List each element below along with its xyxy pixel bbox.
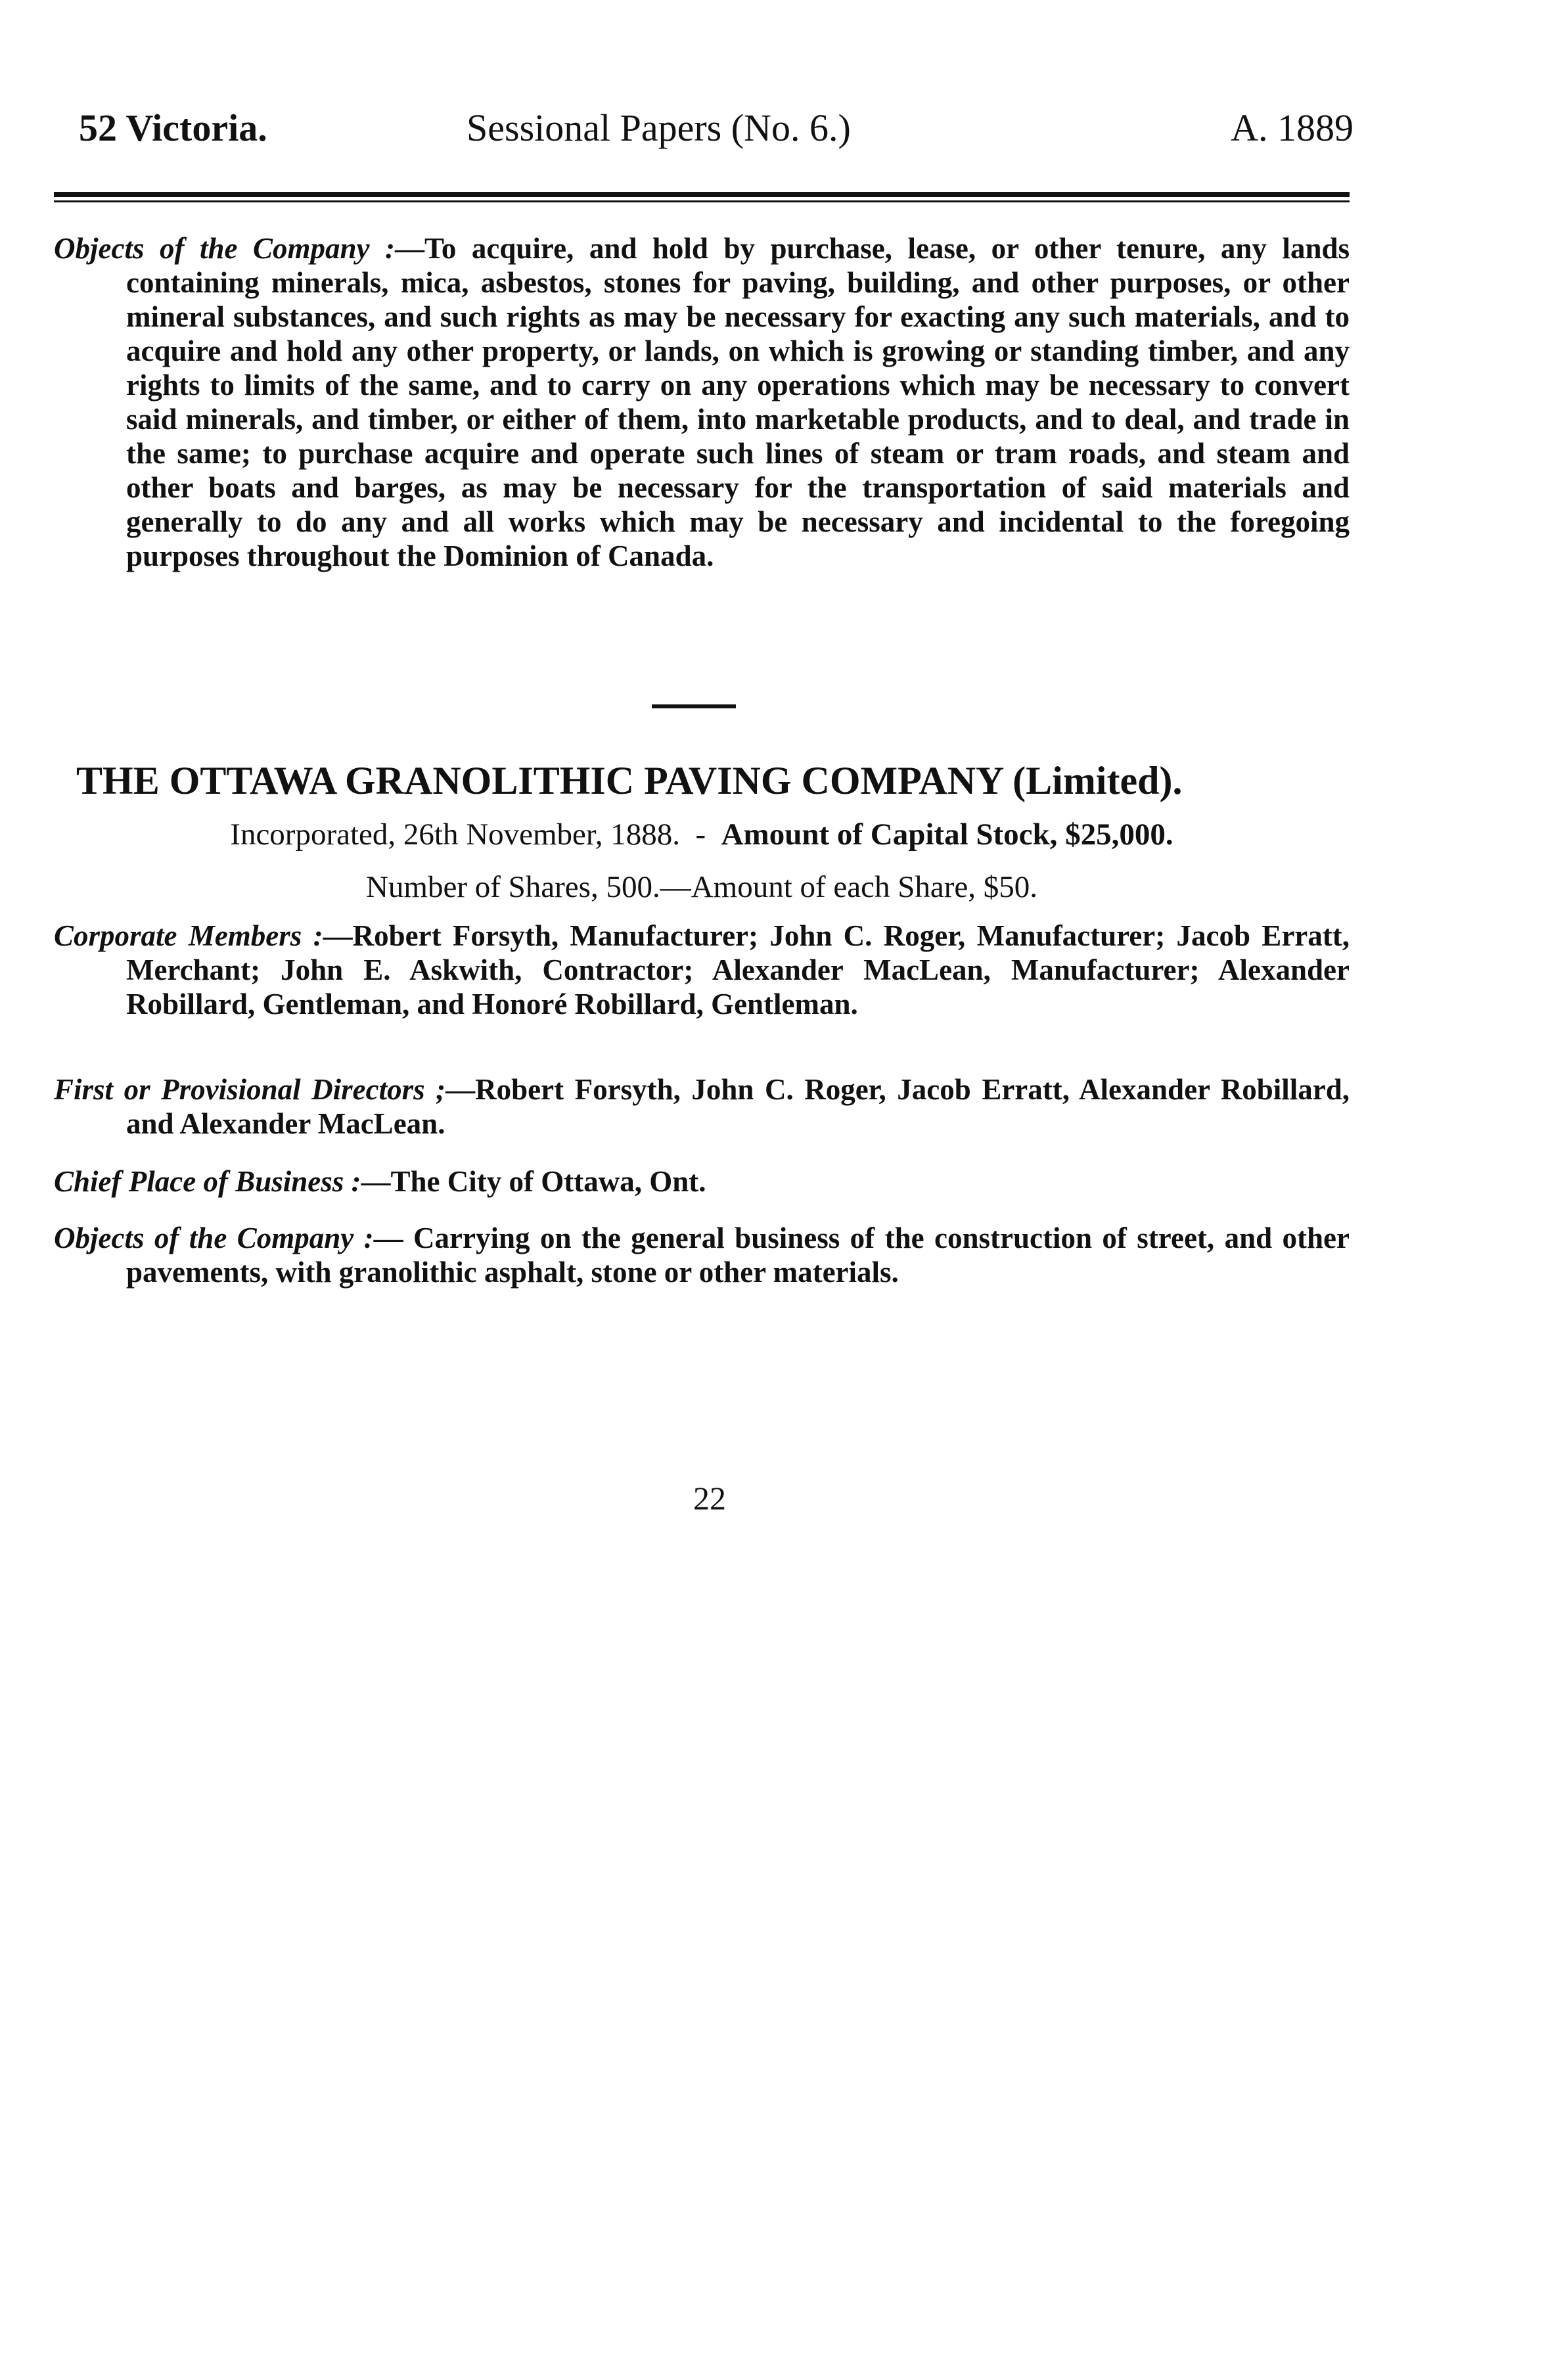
chief-place-paragraph <box>54 1164 1350 1199</box>
chief-place-lead: Chief Place of Business : <box>54 1165 361 1198</box>
directors-paragraph <box>54 1072 1350 1141</box>
header-rule-thick <box>54 192 1350 197</box>
company-heading <box>76 754 1351 807</box>
header-rule-thin <box>54 200 1350 202</box>
previous-objects-paragraph <box>54 231 1350 573</box>
company-name: THE OTTAWA GRANOLITHIC PAVING COMPANY <box>76 759 1003 802</box>
previous-objects-lead: Objects of the Company : <box>54 232 395 265</box>
chief-place-text: —The City of Ottawa, Ont. <box>361 1165 706 1198</box>
page-number: 22 <box>693 1480 726 1517</box>
running-header <box>79 99 1354 158</box>
header-year: A. 1889 <box>1231 106 1354 149</box>
company-limited: (Limited). <box>1013 759 1183 802</box>
company-objects-text: — Carrying on the general business of the construction of street, and other pavements, with granolithic asphalt, stone or other materials. <box>126 1222 1350 1289</box>
company-objects-lead: Objects of the Company : <box>54 1222 374 1254</box>
directors-text: —Robert Forsyth, John C. Roger, Jacob Erratt, Alexander Robillard, and Alexander MacLean. <box>126 1073 1350 1140</box>
corporate-members-text: —Robert Forsyth, Manufacturer; John C. Roger, Manufacturer; Jacob Erratt, Merchant; John E. Askwith, Contractor; Alexander MacLean, Manufacturer; Alexander Robillard, Gentleman, and Honoré Robillard, Gentleman. <box>126 919 1350 1020</box>
incorporation-line <box>54 815 1350 854</box>
incorporation-dash: - <box>695 817 706 852</box>
corporate-members-lead: Corporate Members : <box>54 919 323 952</box>
previous-objects-text: —To acquire, and hold by purchase, lease, or other tenure, any lands containing minerals, mica, asbestos, stones for paving, building, and other purposes, or other mineral substances, and such rights as may be necessary for exacting any such materials, and to acquire and hold any other property, or lands, on which is growing or standing timber, and any rights to limits of the same, and to carry on any operations which may be necessary to convert said minerals, and timber, or either of them, into marketable products, and to deal, and trade in the same; to purchase acquire and operate such lines of steam or tram roads, and steam and other boats and barges, as may be necessary for the transportation of said materials and generally to do any and all works which may be necessary and incidental to the foregoing purposes throughout the Dominion of Canada. <box>126 232 1350 572</box>
shares-line: Number of Shares, 500.—Amount of each Share, $50. <box>365 870 1038 904</box>
corporate-members-paragraph <box>54 919 1350 1021</box>
section-separator <box>652 704 736 708</box>
header-volume: 52 Victoria. <box>79 106 267 149</box>
capital-stock: Amount of Capital Stock, $25,000. <box>721 817 1173 852</box>
incorporated-date: Incorporated, 26th November, 1888. <box>230 817 680 852</box>
header-title: Sessional Papers (No. 6.) <box>467 106 851 149</box>
directors-lead: First or Provisional Directors ; <box>54 1073 446 1106</box>
company-objects-paragraph <box>54 1221 1350 1289</box>
